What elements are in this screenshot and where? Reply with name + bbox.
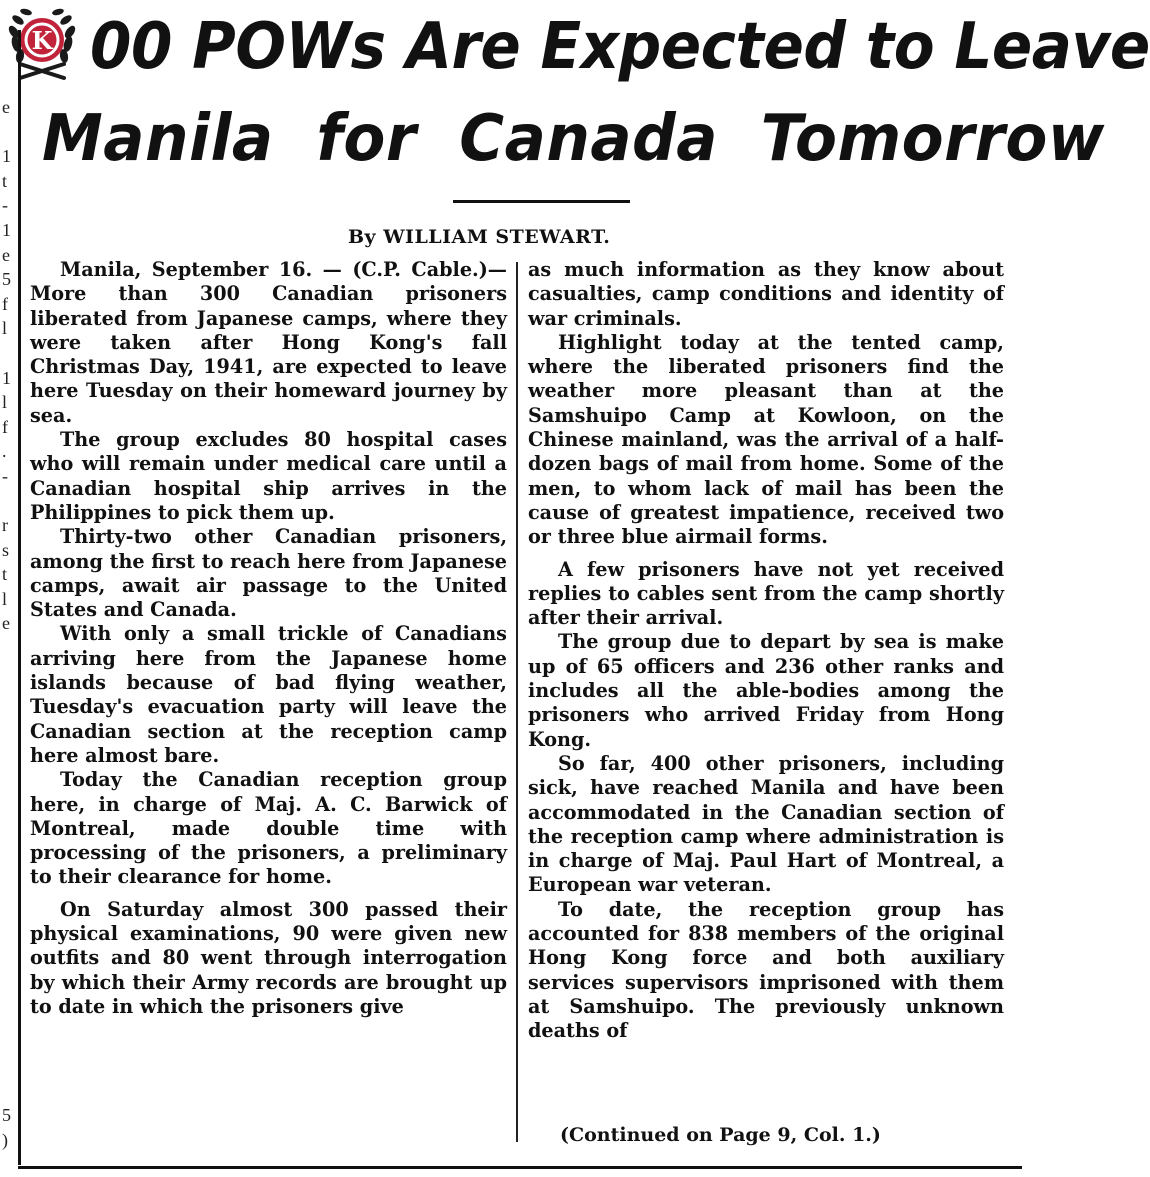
paragraph: On Saturday almost 300 passed their physical examinations, 90 were given new outfits and 80 went through interrogation by which their Army records are brought up to date in which the prisoners give bbox=[30, 897, 507, 1018]
paragraph: With only a small trickle of Canadians arriving here from the Japanese home islands because of bad flying weather, Tuesday's evacuation party will leave the Canadian section at the reception camp here almost bare. bbox=[30, 622, 507, 767]
margin-fragment: . bbox=[2, 441, 7, 462]
margin-fragment bbox=[2, 980, 16, 1005]
margin-fragment: e bbox=[2, 613, 10, 634]
article-column-left bbox=[30, 258, 507, 1019]
margin-fragment: t bbox=[2, 564, 8, 585]
margin-fragment bbox=[2, 1030, 16, 1055]
margin-fragment bbox=[2, 636, 16, 661]
article-column-right bbox=[528, 258, 1004, 1044]
margin-fragment bbox=[2, 489, 16, 514]
paragraph: The group due to depart by sea is make up of 65 officers and 236 other ranks and includes all the able-bodies among the prisoners who arrived Friday from Hong Kong. bbox=[528, 630, 1004, 751]
margin-fragment bbox=[2, 956, 16, 981]
margin-fragment: l bbox=[2, 318, 8, 339]
margin-fragment: 1 bbox=[2, 219, 11, 240]
headline-divider bbox=[453, 200, 630, 203]
margin-fragment: 1 bbox=[2, 146, 11, 167]
bottom-border-rule bbox=[18, 1166, 1022, 1169]
margin-fragment bbox=[2, 833, 16, 858]
logo-letter: K bbox=[31, 26, 53, 55]
margin-fragment bbox=[2, 661, 16, 686]
margin-fragment bbox=[2, 882, 16, 907]
laurel-wreath-k-emblem-icon bbox=[6, 4, 78, 86]
clipped-margin-text bbox=[2, 95, 16, 1153]
margin-fragment bbox=[2, 1054, 16, 1079]
margin-fragment: l bbox=[2, 588, 8, 609]
margin-fragment bbox=[2, 931, 16, 956]
byline: By WILLIAM STEWART. bbox=[348, 226, 611, 248]
paragraph: To date, the reception group has accounted for 838 members of the original Hong Kong force and both auxiliary services supervisors imprisoned with them at Samshuipo. The previously unknown deaths of bbox=[528, 897, 1004, 1043]
margin-fragment bbox=[2, 685, 16, 710]
margin-fragment: s bbox=[2, 539, 10, 560]
paragraph: Highlight today at the tented camp, where the liberated prisoners find the weather more pleasant than at the Samshuipo Camp at Kowloon, on the Chinese mainland, was the arrival of a half-dozen bags of mail from home. Some of the men, to whom lack of mail has been the cause of greatest impatience, received two or three blue airmail forms. bbox=[528, 330, 1004, 549]
paragraph: as much information as they know about casualties, camp conditions and identity of war criminals. bbox=[528, 258, 1004, 330]
headline-line-2: Manila for Canada Tomorrow bbox=[42, 102, 1105, 176]
paragraph: Today the Canadian reception group here, in charge of Maj. A. C. Barwick of Montreal, made double time with processing of the prisoners, a preliminary to their clearance for home. bbox=[30, 768, 507, 889]
margin-fragment bbox=[2, 907, 16, 932]
margin-fragment bbox=[2, 1005, 16, 1030]
margin-fragment bbox=[2, 710, 16, 735]
margin-fragment: f bbox=[2, 293, 8, 314]
headline-line-1: 00 POWs Are Expected to Leave bbox=[90, 10, 1150, 84]
margin-fragment: t bbox=[2, 170, 8, 191]
column-divider bbox=[516, 262, 518, 1142]
continued-line: (Continued on Page 9, Col. 1.) bbox=[560, 1124, 881, 1146]
margin-fragment bbox=[2, 1079, 16, 1104]
paragraph: So far, 400 other prisoners, including sick, have reached Manila and have been accommodated in the Canadian section of the reception camp where administration is in charge of Maj. Paul Hart of Montreal, a European war veteran. bbox=[528, 751, 1004, 897]
margin-fragment: 5 bbox=[2, 1105, 11, 1126]
margin-fragment bbox=[2, 734, 16, 759]
margin-fragment: f bbox=[2, 416, 8, 437]
margin-fragment: ) bbox=[2, 1129, 8, 1150]
margin-fragment bbox=[2, 784, 16, 809]
paragraph: Thirty-two other Canadian prisoners, among the first to reach here from Japanese camps, await air passage to the United States and Canada. bbox=[30, 525, 507, 622]
margin-fragment: l bbox=[2, 392, 8, 413]
margin-fragment bbox=[2, 759, 16, 784]
margin-fragment: 5 bbox=[2, 269, 11, 290]
margin-fragment bbox=[2, 857, 16, 882]
paragraph: A few prisoners have not yet received replies to cables sent from the camp shortly after their arrival. bbox=[528, 557, 1004, 630]
paragraph: Manila, September 16. — (C.P. Cable.)—More than 300 Canadian prisoners liberated from Japanese camps, where they were taken after Hong Kong's fall Christmas Day, 1941, are expected to leave here Tuesday on their homeward journey by sea. bbox=[30, 258, 507, 427]
paragraph: The group excludes 80 hospital cases who will remain under medical care until a Canadian hospital ship arrives in the Philippines to pick them up. bbox=[30, 428, 507, 524]
margin-fragment bbox=[2, 120, 16, 145]
logo bbox=[6, 4, 78, 86]
margin-fragment: r bbox=[2, 515, 8, 536]
margin-fragment: - bbox=[2, 195, 8, 216]
margin-fragment bbox=[2, 808, 16, 833]
margin-fragment bbox=[2, 341, 16, 366]
left-border-rule bbox=[18, 30, 21, 1165]
margin-fragment: e bbox=[2, 244, 10, 265]
margin-fragment: e bbox=[2, 97, 10, 117]
margin-fragment: - bbox=[2, 465, 8, 486]
margin-fragment: 1 bbox=[2, 367, 11, 388]
